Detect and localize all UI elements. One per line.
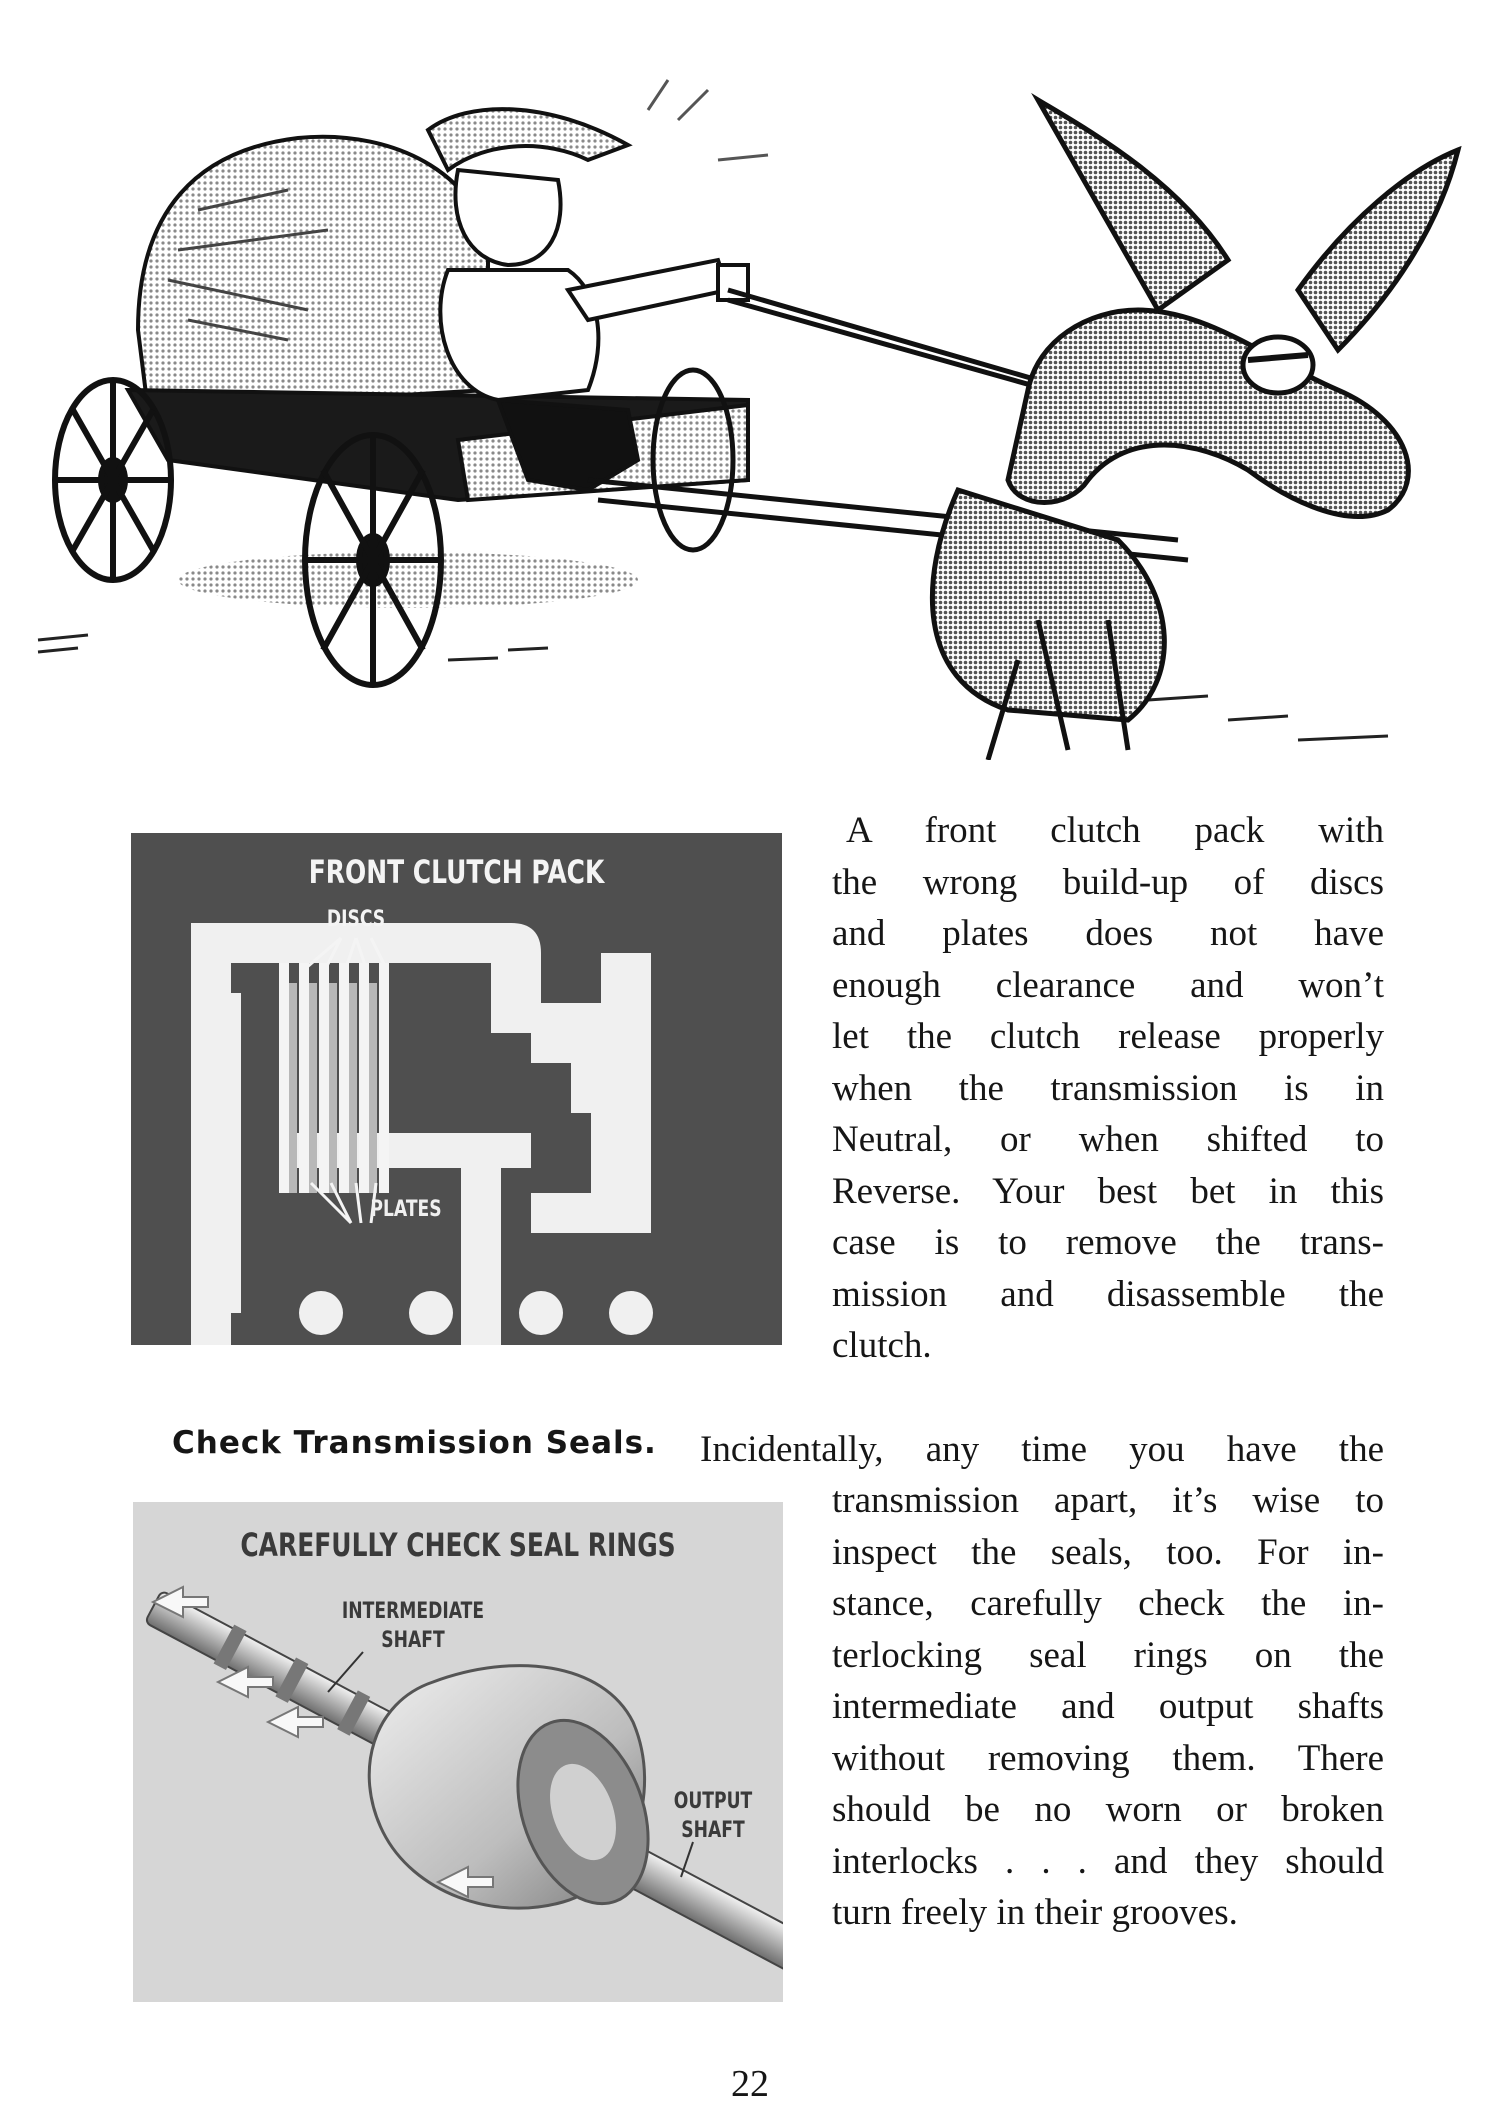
clutch-diagram bbox=[131, 833, 782, 1345]
label-intermediate-shaft bbox=[312, 1597, 515, 1655]
text-line: transmission apart, it’s wise to bbox=[832, 1480, 1384, 1521]
paragraph-clutch bbox=[832, 805, 1384, 1372]
motion-marks bbox=[648, 80, 768, 160]
page-number: 22 bbox=[731, 2063, 769, 2105]
text-line: enough clearance and won’t bbox=[832, 964, 1384, 1006]
text-line: without removing them. There bbox=[832, 1737, 1384, 1779]
text-line: clutch. bbox=[832, 1325, 932, 1366]
seal-figure-title: CAREFULLY CHECK SEAL RINGS bbox=[240, 1526, 676, 1564]
text-line: should be no worn or broken bbox=[832, 1789, 1384, 1830]
text-line: turn freely in their grooves. bbox=[832, 1892, 1238, 1933]
section-heading: Check Transmission Seals. bbox=[172, 1425, 657, 1461]
wagon-wheel-rear bbox=[55, 380, 171, 580]
text-line: interlocks . . . and they should bbox=[832, 1840, 1384, 1882]
text-line: case is to remove the trans- bbox=[832, 1222, 1384, 1263]
label-plates: PLATES bbox=[370, 1197, 442, 1222]
text-line: mission and disassemble the bbox=[832, 1273, 1384, 1315]
label-line: SHAFT bbox=[681, 1818, 745, 1843]
text-line: inspect the seals, too. For in- bbox=[832, 1531, 1384, 1573]
cartoon-illustration bbox=[28, 60, 1468, 760]
text-line: Reverse. Your best bet in this bbox=[832, 1170, 1384, 1212]
label-output-shaft bbox=[651, 1787, 776, 1845]
clutch-figure-title: FRONT CLUTCH PACK bbox=[308, 853, 605, 891]
clutch-housing bbox=[191, 923, 651, 1345]
label-line: INTERMEDIATE bbox=[341, 1599, 485, 1624]
text-line: the wrong build-up of discs bbox=[832, 861, 1384, 903]
text-line: stance, carefully check the in- bbox=[832, 1583, 1384, 1624]
text-line: let the clutch release properly bbox=[832, 1016, 1384, 1057]
wagon-wheel-front bbox=[305, 435, 441, 685]
text-line: intermediate and output shafts bbox=[832, 1686, 1384, 1727]
label-line: OUTPUT bbox=[673, 1789, 753, 1814]
donkey bbox=[932, 100, 1458, 760]
text-line: Neutral, or when shifted to bbox=[832, 1119, 1384, 1160]
leader-line-intermediate bbox=[328, 1652, 363, 1692]
hay-bale bbox=[138, 137, 488, 410]
ground-strokes bbox=[38, 635, 1388, 740]
text-line: when the transmission is in bbox=[832, 1067, 1384, 1109]
label-discs: DISCS bbox=[326, 907, 386, 932]
seal-rings-photo bbox=[133, 1502, 783, 2002]
clutch-drum bbox=[369, 1666, 672, 1922]
text-line: and plates does not have bbox=[832, 913, 1384, 954]
section-first-line: Incidentally, any time you have the bbox=[700, 1429, 1384, 1470]
text-line: terlocking seal rings on the bbox=[832, 1634, 1384, 1676]
text-line: A front clutch pack with bbox=[846, 810, 1384, 851]
paragraph-seals bbox=[832, 1475, 1384, 1939]
label-line: SHAFT bbox=[381, 1628, 445, 1653]
